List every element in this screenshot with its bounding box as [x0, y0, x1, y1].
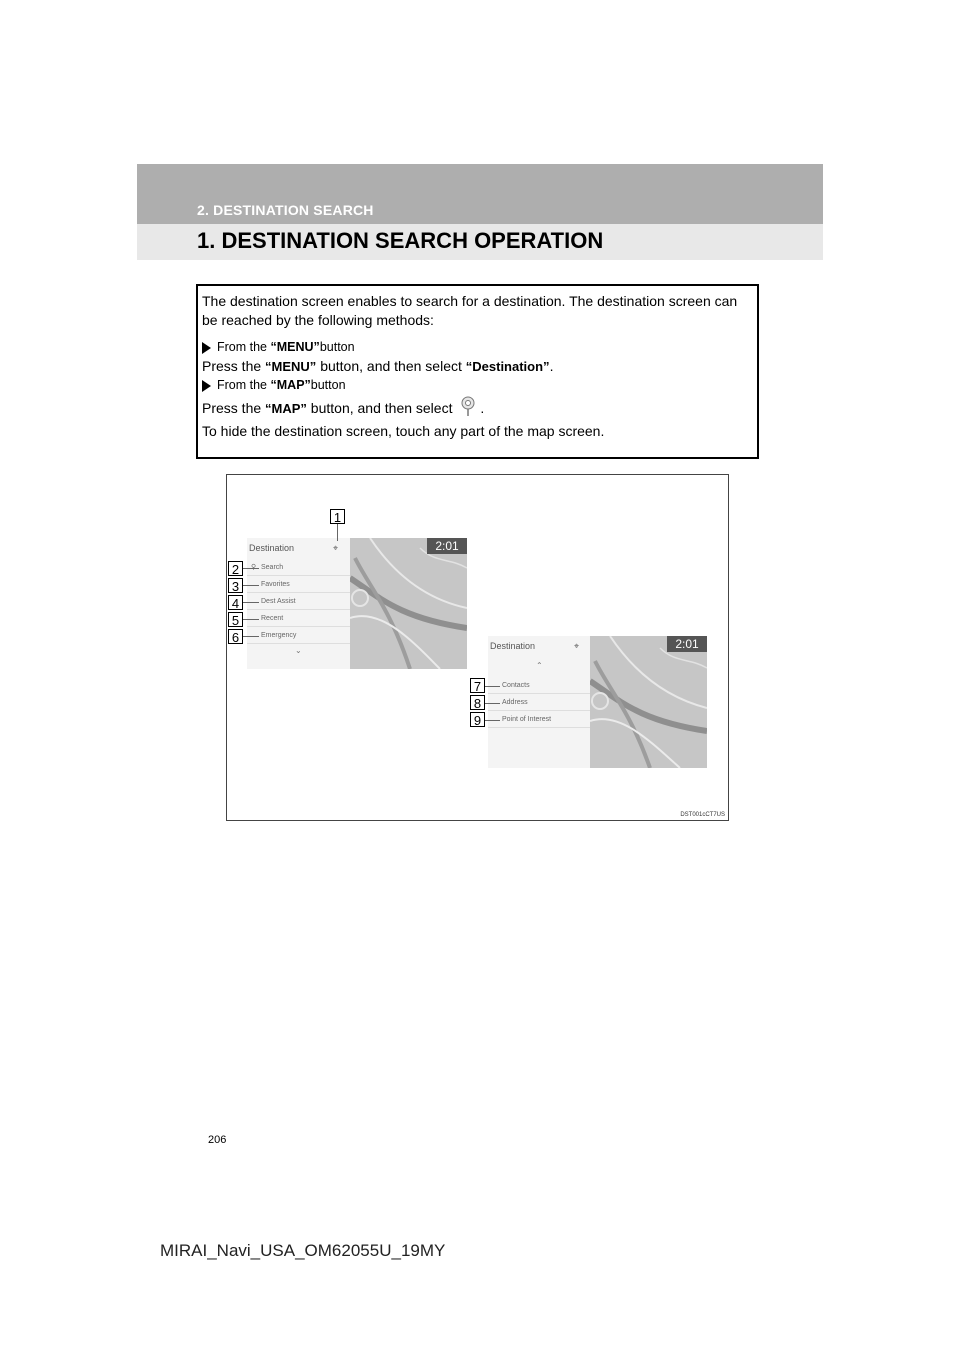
leader-line [485, 720, 500, 721]
callout-4: 4 [228, 595, 243, 610]
method-button: “MENU” [270, 340, 320, 354]
info-box [196, 284, 759, 459]
leader-line [243, 602, 259, 603]
step-text: button, and then select [306, 400, 457, 416]
callout-2: 2 [228, 561, 243, 576]
method-button: “MAP” [270, 378, 311, 392]
method-prefix: From the [217, 378, 268, 392]
callout-1: 1 [330, 509, 345, 524]
clock: 2:01 [427, 538, 467, 554]
menu-item-search [247, 560, 350, 576]
callout-9: 9 [470, 712, 485, 727]
menu-title: Destination [249, 543, 295, 553]
destination-screen-1 [247, 538, 467, 669]
menu-item-point-of-interest [488, 712, 590, 728]
menu-item-emergency [247, 628, 350, 644]
method-prefix: From the [217, 340, 268, 354]
step-button: “MAP” [265, 401, 307, 416]
map-roads-graphic [350, 538, 467, 669]
map-roads-graphic [590, 636, 707, 768]
clock: 2:01 [667, 636, 707, 652]
destination-menu [488, 636, 591, 768]
step-button: “MENU” [265, 359, 317, 374]
map-view [590, 636, 707, 768]
figure-code: DST001cCT7US [680, 812, 725, 818]
step-menu [202, 357, 753, 376]
triangle-bullet-icon [202, 380, 211, 392]
step-text: Press the [202, 400, 266, 416]
triangle-bullet-icon [202, 342, 211, 354]
page-title: 1. DESTINATION SEARCH OPERATION [197, 228, 604, 253]
figure-destination-screens [226, 474, 729, 821]
menu-item-label: Dest Assist [261, 598, 296, 605]
callout-7: 7 [470, 678, 485, 693]
method-menu [202, 338, 753, 357]
menu-item-contacts [488, 678, 590, 694]
method-suffix: button [310, 378, 346, 392]
intro-text: The destination screen enables to search for a destination. The destination screen can be reached by the following methods: [202, 293, 738, 328]
destination-menu [247, 538, 351, 669]
method-map [202, 376, 753, 395]
callout-6: 6 [228, 629, 243, 644]
callout-3: 3 [228, 578, 243, 593]
chevron-down-icon: ⌄ [295, 646, 302, 655]
menu-item-address [488, 695, 590, 711]
callout-5: 5 [228, 612, 243, 627]
menu-item-label: Address [502, 699, 528, 706]
document-id: MIRAI_Navi_USA_OM62055U_19MY [160, 1241, 446, 1260]
page-number: 206 [208, 1134, 227, 1146]
leader-line [243, 619, 259, 620]
menu-item-label: Recent [261, 615, 284, 622]
step-text: . [549, 358, 554, 374]
callout-8: 8 [470, 695, 485, 710]
leader-line [337, 524, 338, 541]
section-label: 2. DESTINATION SEARCH [197, 202, 374, 218]
menu-item-favorites [247, 577, 350, 593]
chevron-up-icon: ⌃ [536, 661, 543, 670]
menu-item-label: Search [261, 564, 284, 571]
section-header [137, 164, 823, 260]
leader-line [485, 686, 500, 687]
map-view [350, 538, 467, 669]
method-suffix: button [319, 340, 355, 354]
menu-item-label: Point of Interest [502, 716, 552, 723]
search-nearby-icon: ⌖ [574, 641, 580, 651]
destination-pin-icon [459, 395, 477, 422]
destination-screen-2 [488, 636, 707, 768]
menu-item-recent [247, 611, 350, 627]
step-text: . [480, 400, 485, 416]
menu-item-label: Emergency [261, 632, 297, 639]
leader-line [485, 703, 500, 704]
step-text: button, and then select [316, 358, 466, 374]
step-option: “Destination” [465, 359, 550, 374]
step-map [202, 395, 753, 422]
step-text: Press the [202, 358, 266, 374]
hide-note: To hide the destination screen, touch any part of the map screen. [202, 423, 605, 439]
leader-line [243, 636, 259, 637]
leader-line [243, 568, 259, 569]
menu-title: Destination [490, 641, 536, 651]
menu-item-dest-assist [247, 594, 350, 610]
leader-line [243, 585, 259, 586]
menu-item-label: Contacts [502, 682, 530, 689]
search-nearby-icon: ⌖ [333, 543, 339, 553]
menu-item-label: Favorites [261, 581, 290, 588]
